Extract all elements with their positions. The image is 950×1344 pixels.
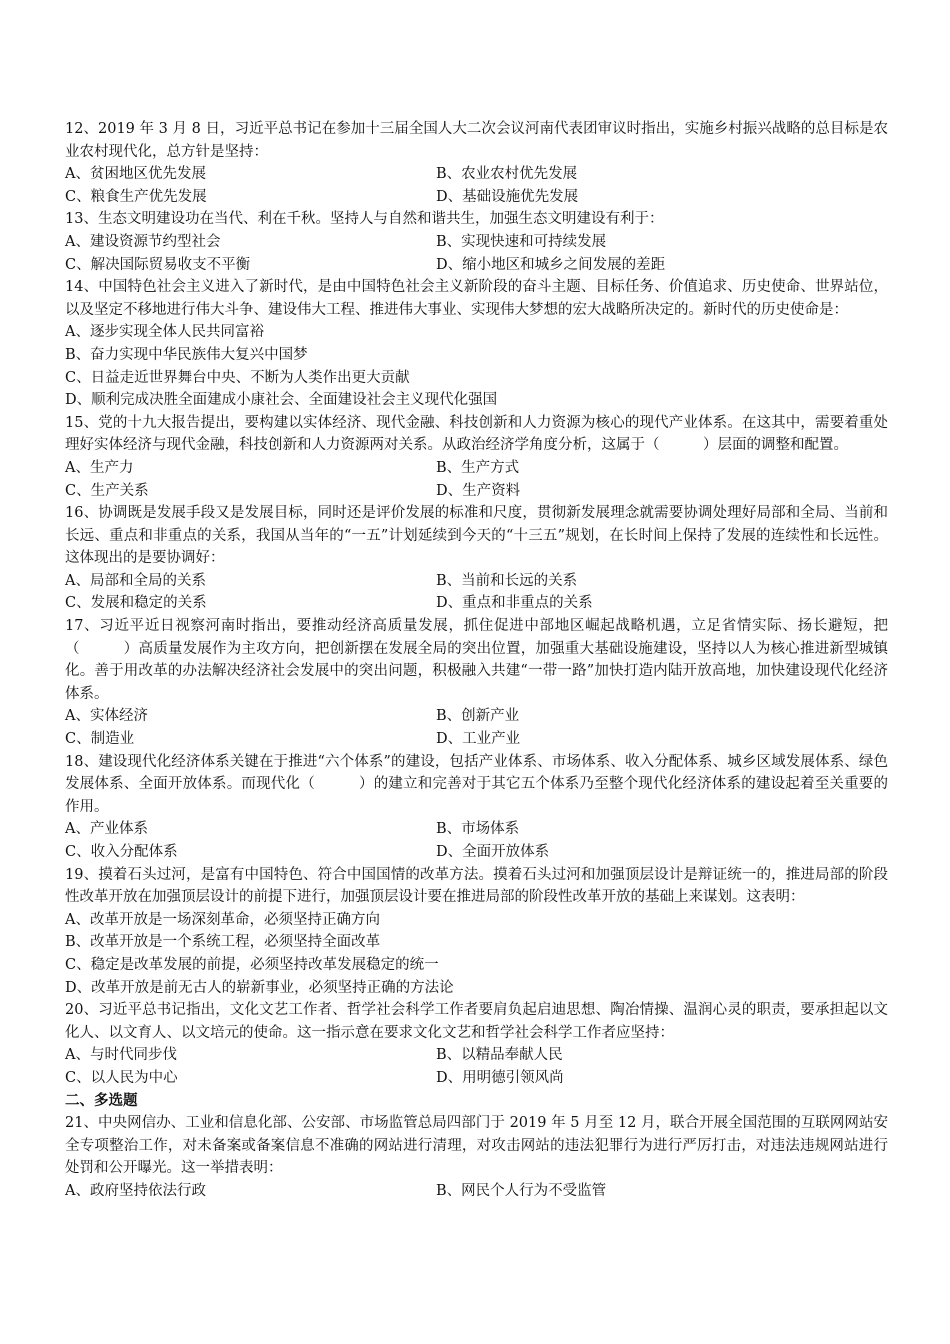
option-c: C、发展和稳定的关系 xyxy=(65,595,207,612)
question-block xyxy=(65,999,888,1089)
question-stem: 20、习近平总书记指出，文化文艺工作者、哲学社会科学工作者要肩负起启迪思想、陶冶情操、温润心灵的职责，要承担起以文化人、以文育人、以文培元的使命。这一指示意在要求文化文艺和哲学社会科学工作者应坚持： xyxy=(65,1002,888,1041)
option-c: C、生产关系 xyxy=(65,482,149,499)
option-b: B、奋力实现中华民族伟大复兴中国梦 xyxy=(65,346,308,363)
option-c: C、解决国际贸易收支不平衡 xyxy=(65,256,251,273)
option-c: C、稳定是改革发展的前提，必须坚持改革发展稳定的统一 xyxy=(65,956,439,973)
option-a: A、产业体系 xyxy=(65,821,148,838)
option-d: D、全面开放体系 xyxy=(436,844,550,860)
option-c: C、日益走近世界舞台中央、不断为人类作出更大贡献 xyxy=(65,369,410,386)
option-a: A、生产力 xyxy=(65,459,134,476)
option-b: B、市场体系 xyxy=(436,821,520,838)
option-a: A、改革开放是一场深刻革命，必须坚持正确方向 xyxy=(65,911,380,928)
question-21 xyxy=(65,1112,888,1202)
question-stem: 15、党的十九大报告提出，要构建以实体经济、现代金融、科技创新和人力资源为核心的现代产业体系。在这其中，需要着重处理好实体经济与现代金融，科技创新和人力资源两对关系。从政治经济学角度分析，这属于（ ）层面的调整和配置。 xyxy=(65,414,888,454)
option-d: D、缩小地区和城乡之间发展的差距 xyxy=(436,256,666,273)
option-b: B、创新产业 xyxy=(436,708,520,725)
option-b: B、当前和长远的关系 xyxy=(436,572,578,589)
question-block xyxy=(65,502,888,615)
question-block xyxy=(65,276,888,412)
question-block xyxy=(65,751,888,864)
option-list xyxy=(65,909,888,999)
option-c: C、以人民为中心 xyxy=(65,1069,178,1086)
option-d: D、基础设施优先发展 xyxy=(436,188,579,205)
question-stem: 16、协调既是发展手段又是发展目标，同时还是评价发展的标准和尺度，贯彻新发展理念就需要协调处理好局部和全局、当前和长远、重点和非重点的关系，我国从当年的“一五”计划延续到今天的“十三五”规划，在长时间上保持了发展的连续性和长远性。这体现出的是要协调好： xyxy=(65,505,888,567)
option-a: A、实体经济 xyxy=(65,708,148,725)
option-d: D、改革开放是前无古人的崭新事业，必须坚持正确的方法论 xyxy=(65,979,454,996)
question-block xyxy=(65,412,888,502)
option-list xyxy=(65,163,888,208)
option-a: A、与时代同步伐 xyxy=(65,1047,177,1064)
option-c: C、粮食生产优先发展 xyxy=(65,188,207,205)
option-a: A、贫困地区优先发展 xyxy=(65,166,206,183)
question-block xyxy=(65,208,888,276)
question-block xyxy=(65,864,888,1000)
option-a: A、政府坚持依法行政 xyxy=(65,1182,206,1199)
option-a: A、逐步实现全体人民共同富裕 xyxy=(65,324,264,341)
question-block xyxy=(65,118,888,208)
option-list xyxy=(65,818,888,863)
option-list xyxy=(65,231,888,276)
question-stem: 21、中央网信办、工业和信息化部、公安部、市场监管总局四部门于 2019 年 5 月至 12 月，联合开展全国范围的互联网网站安全专项整治工作，对未备案或备案信息不准确的网站进行清理，对攻击网站的违法犯罪行为进行严厉打击，对违法违规网站进行处罚和公开曝光。这一举措表明： xyxy=(65,1115,888,1177)
option-list xyxy=(65,1180,888,1203)
option-d: D、生产资料 xyxy=(436,482,521,499)
option-list xyxy=(65,705,888,750)
option-c: C、收入分配体系 xyxy=(65,844,178,860)
question-stem: 18、建设现代化经济体系关键在于推进“六个体系”的建设，包括产业体系、市场体系、收入分配体系、城乡区域发展体系、绿色发展体系、全面开放体系。而现代化（ ）的建立和完善对于其它五个体系乃至整个现代化经济体系的建设起着至关重要的作用。 xyxy=(65,753,888,815)
question-stem: 13、生态文明建设功在当代、利在千秋。坚持人与自然和谐共生，加强生态文明建设有利于： xyxy=(65,211,664,228)
option-b: B、生产方式 xyxy=(436,459,520,476)
question-stem: 19、摸着石头过河，是富有中国特色、符合中国国情的改革方法。摸着石头过河和加强顶层设计是辩证统一的，推进局部的阶段性改革开放在加强顶层设计的前提下进行，加强顶层设计要在推进局部的阶段性改革开放的基础上来谋划。这表明： xyxy=(65,866,888,906)
option-a: A、建设资源节约型社会 xyxy=(65,233,221,250)
option-list xyxy=(65,321,888,411)
question-stem: 17、习近平近日视察河南时指出，要推动经济高质量发展，抓住促进中部地区崛起战略机遇，立足省情实际、扬长避短，把（ ）高质量发展作为主攻方向，把创新摆在发展全局的突出位置，加强重大基础设施建设，坚持以人为核心推进新型城镇化。善于用改革的办法解决经济社会发展中的突出问题，积极融入共建“一带一路”加快打造内陆开放高地，加快建设现代化经济体系。 xyxy=(65,618,888,702)
option-a: A、局部和全局的关系 xyxy=(65,572,206,589)
option-b: B、改革开放是一个系统工程，必须坚持全面改革 xyxy=(65,934,381,951)
question-block xyxy=(65,615,888,751)
option-c: C、制造业 xyxy=(65,731,135,748)
option-list xyxy=(65,570,888,615)
question-stem: 12、2019 年 3 月 8 日，习近平总书记在参加十三届全国人大二次会议河南代表团审议时指出，实施乡村振兴战略的总目标是农业农村现代化，总方针是坚持： xyxy=(65,121,888,160)
option-b: B、农业农村优先发展 xyxy=(436,166,578,183)
option-d: D、用明德引领风尚 xyxy=(436,1069,564,1086)
option-d: D、工业产业 xyxy=(436,731,521,748)
option-d: D、重点和非重点的关系 xyxy=(436,595,593,612)
option-d: D、顺利完成决胜全面建成小康社会、全面建设社会主义现代化强国 xyxy=(65,392,498,409)
section-title: 二、多选题 xyxy=(65,1091,138,1109)
option-list xyxy=(65,1044,888,1089)
option-b: B、网民个人行为不受监管 xyxy=(436,1182,607,1199)
option-list xyxy=(65,457,888,502)
question-list xyxy=(65,118,888,1090)
question-stem: 14、中国特色社会主义进入了新时代，是由中国特色社会主义新阶段的奋斗主题、目标任务、价值追求、历史使命、世界站位，以及坚定不移地进行伟大斗争、建设伟大工程、推进伟大事业、实现伟大梦想的宏大战略所决定的。新时代的历史使命是： xyxy=(65,279,888,318)
option-b: B、以精品奉献人民 xyxy=(436,1047,563,1064)
option-b: B、实现快速和可持续发展 xyxy=(436,233,607,250)
